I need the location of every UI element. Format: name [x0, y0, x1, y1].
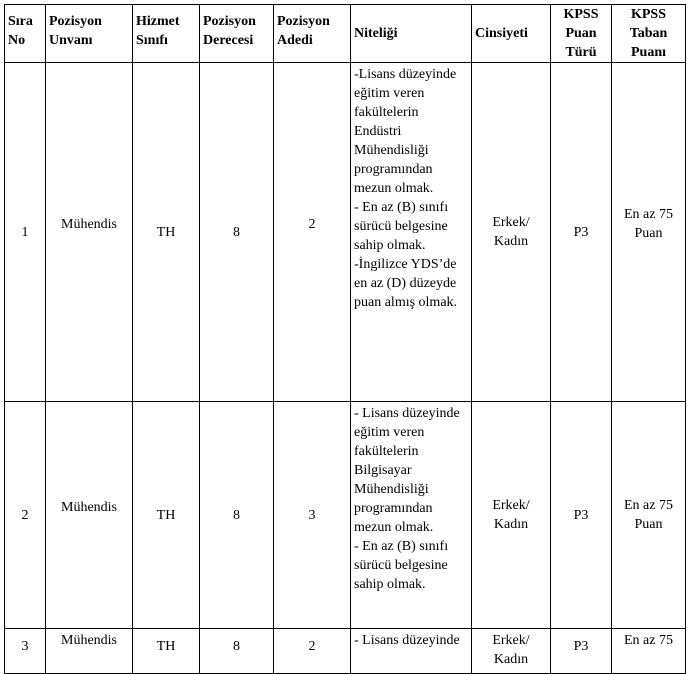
cell-cinsiyet: Erkek/ Kadın: [472, 402, 551, 629]
cell-unvan: Mühendis: [46, 402, 133, 629]
cell-hizmet: TH: [133, 402, 200, 629]
header-pozisyon-derecesi: Pozisyon Derecesi: [200, 5, 274, 63]
cell-cinsiyet: Erkek/ Kadın: [472, 629, 551, 674]
cell-hizmet: TH: [133, 629, 200, 674]
cell-nitelik: - Lisans düzeyinde eğitim veren fakültelerin Bilgisayar Mühendisliği programından mezun olmak. - En az (B) sınıfı sürücü belgesine sahip olmak.: [351, 402, 472, 629]
cell-cinsiyet: Erkek/ Kadın: [472, 63, 551, 402]
table-row: [5, 63, 686, 402]
cell-hizmet: TH: [133, 63, 200, 402]
header-pozisyon-adedi: Pozisyon Adedi: [274, 5, 351, 63]
positions-table: [4, 4, 686, 674]
table-header-row: [5, 5, 686, 63]
cell-nitelik-text: - Lisans düzeyinde: [354, 633, 460, 648]
header-cinsiyeti: Cinsiyeti: [472, 5, 551, 63]
cell-derece: 8: [200, 629, 274, 674]
table-row: [5, 629, 686, 674]
cell-puan-turu: P3: [551, 629, 612, 674]
header-niteligi: Niteliği: [351, 5, 472, 63]
cell-adet: 3: [274, 402, 351, 629]
table-row: [5, 402, 686, 629]
cell-nitelik: [351, 629, 472, 674]
cell-unvan: Mühendis: [46, 63, 133, 402]
cell-sira-no: 3: [5, 629, 46, 674]
cell-adet: 2: [274, 63, 351, 402]
cell-taban-puan: En az 75: [612, 629, 686, 674]
cell-nitelik: -Lisans düzeyinde eğitim veren fakültelerin Endüstri Mühendisliği programından mezun olmak. - En az (B) sınıfı sürücü belgesine sahip olmak. -İngilizce YDS’de en az (D) düzeyde puan almış olmak.: [351, 63, 472, 402]
cell-sira-no: 1: [5, 63, 46, 402]
cell-taban-puan: En az 75 Puan: [612, 63, 686, 402]
cell-unvan: Mühendis: [46, 629, 133, 674]
header-kpss-taban-puani: KPSS Taban Puanı: [612, 5, 686, 63]
cell-puan-turu: P3: [551, 63, 612, 402]
header-pozisyon-unvani: Pozisyon Unvanı: [46, 5, 133, 63]
cell-derece: 8: [200, 402, 274, 629]
cell-sira-no: 2: [5, 402, 46, 629]
cell-puan-turu: P3: [551, 402, 612, 629]
header-kpss-puan-turu: KPSS Puan Türü: [551, 5, 612, 63]
cell-adet: 2: [274, 629, 351, 674]
cell-taban-puan: En az 75 Puan: [612, 402, 686, 629]
header-sira-no: Sıra No: [5, 5, 46, 63]
header-hizmet-sinifi: Hizmet Sınıfı: [133, 5, 200, 63]
cell-derece: 8: [200, 63, 274, 402]
